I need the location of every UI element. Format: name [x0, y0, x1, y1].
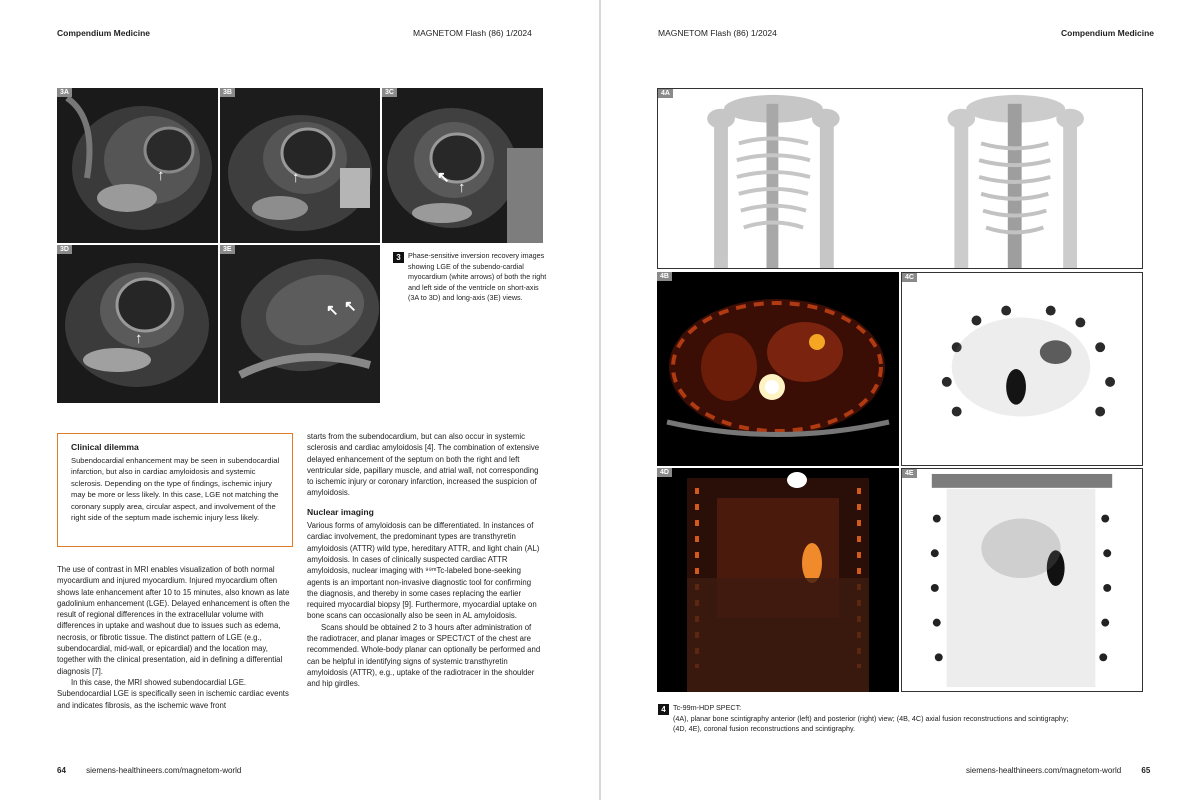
figure-4d-image	[657, 468, 899, 692]
arrow-icon: ↑	[157, 167, 165, 184]
figure-4e-image	[901, 468, 1143, 692]
figure-3b-image	[220, 88, 380, 243]
left-text-column	[57, 564, 293, 711]
paragraph: The use of contrast in MRI enables visualization of both normal myocardium and injured myocardium. Injured myocardium often shows late enhancement after 10 to 15 minutes, also known as late gadolinium enhancement (LGE). Delayed enhancement is often the result of regional differences in the extracellular volume with differences in uptake and washout due to issues such as edema, necrosis, or fibrotic tissue. The distinct pattern of LGE (e.g., subendocardial, mid-wall, or epicardial) and the location may, together with the clinical presentation, aid in defining a differential diagnosis [7].	[57, 565, 290, 676]
figure-4a-image	[657, 88, 1143, 269]
panel-label: 4E	[902, 469, 917, 478]
paragraph: In this case, the MRI showed subendocardial LGE. Subendocardial LGE is specifically seen in ischemic cardiac events and indicates fibrosis, as the ischemic wave front	[57, 677, 289, 710]
figure-3-caption-number: 3	[393, 252, 404, 263]
figure-4-caption	[673, 703, 1143, 735]
arrow-icon: ↑	[135, 330, 143, 347]
section-heading: Nuclear imaging	[307, 506, 374, 517]
figure-4c-image	[901, 272, 1143, 466]
page-number: 64	[57, 766, 66, 775]
figure-3c-image	[382, 88, 543, 243]
clinical-dilemma-body: Subendocardial enhancement may be seen in subendocardial infarction, but also in cardiac amyloidosis and systemic sclerosis. Depending on the type of findings, ischemic injury may be more or less likely. In this case, LGE not matching the coronary supply area, circular aspect, and involvement of the right side of the septum made ischemic injury less likely.	[71, 456, 280, 523]
figure-4b-image	[657, 272, 899, 466]
clinical-dilemma-box	[57, 433, 293, 547]
clinical-dilemma-title: Clinical dilemma	[71, 442, 139, 452]
right-text-column	[307, 431, 543, 690]
panel-label: 4D	[657, 468, 672, 477]
panel-label: 4C	[902, 273, 917, 282]
caption-line: (4A), planar bone scintigraphy anterior (left) and posterior (right) view; (4B, 4C) axial fusion reconstructions and scintigraphy;	[673, 713, 1069, 723]
paragraph: Various forms of amyloidosis can be differentiated. In instances of cardiac involvement, the predominant types are transthyretin amyloidosis (ATTR) wild type, hereditary ATTR, and light chain (AL) amyloidosis. In cases of clinically suspected cardiac ATTR amyloidosis, nuclear imaging with ⁹⁹ᵐTc-labeled bone-seeking agents is an important non-invasive diagnostic tool for confirming the diagnosis, and thereby in some cases replacing the earlier required myocardial biopsy [9]. Furthermore, myocardial uptake on bone scans can occasionally also be seen in AL amyloidosis.	[307, 521, 540, 621]
figure-3a-image	[57, 88, 218, 243]
left-footer	[57, 766, 241, 775]
panel-label: 3B	[220, 88, 235, 97]
arrow-icon: ↖	[344, 298, 357, 315]
footer-url: siemens-healthineers.com/magnetom-world	[966, 766, 1122, 775]
panel-label: 4B	[657, 272, 672, 281]
panel-label: 3E	[220, 245, 235, 254]
panel-label: 3A	[57, 88, 72, 97]
panel-label: 4A	[658, 89, 673, 98]
panel-label: 3C	[382, 88, 397, 97]
page-gutter	[599, 0, 601, 800]
left-header-section: Compendium Medicine	[57, 28, 151, 38]
figure-3-caption: Phase-sensitive inversion recovery images showing LGE of the subendo-cardial myocardium (white arrows) of both the right and left side of the ventricle on short-axis (3A to 3D) and long-axis (3E) views.	[408, 251, 547, 302]
figure-3e-image	[220, 245, 380, 403]
left-header-issue: MAGNETOM Flash (86) 1/2024	[413, 28, 532, 38]
arrow-icon: ↖	[326, 302, 339, 319]
footer-url: siemens-healthineers.com/magnetom-world	[86, 766, 242, 775]
right-footer	[966, 766, 1150, 775]
figure-3d-image	[57, 245, 218, 403]
arrow-icon: ↑	[292, 169, 300, 186]
figure-4-caption-number: 4	[658, 704, 669, 715]
panel-label: 3D	[57, 245, 72, 254]
right-header-section: Compendium Medicine	[1061, 28, 1155, 38]
page-number: 65	[1141, 766, 1151, 775]
caption-line: (4D, 4E), coronal fusion reconstructions and scintigraphy.	[673, 724, 856, 733]
arrow-icon: ↖	[437, 169, 450, 186]
paragraph: starts from the subendocardium, but can also occur in systemic sclerosis and cardiac amyloidosis [4]. The combination of extensive delayed enhancement of the septum on both the right and left ventricular side, papillary muscle, and atrial wall, not corresponding to ischemic injury or coronary infarction, increased the suspicion of amyloidosis.	[307, 432, 540, 498]
caption-line: Tc-99m-HDP SPECT:	[673, 703, 742, 712]
arrow-icon: ↑	[458, 179, 466, 196]
right-header-issue: MAGNETOM Flash (86) 1/2024	[658, 28, 777, 38]
paragraph: Scans should be obtained 2 to 3 hours after administration of the radiotracer, and planar images or SPECT/CT of the chest are recommended. Whole-body planar can optionally be performed and can be helpful in identifying signs of systemic transthyretin amyloidosis (ATTR), e.g., uptake of the radiotracer in the shoulder and hip girdles.	[307, 622, 541, 689]
